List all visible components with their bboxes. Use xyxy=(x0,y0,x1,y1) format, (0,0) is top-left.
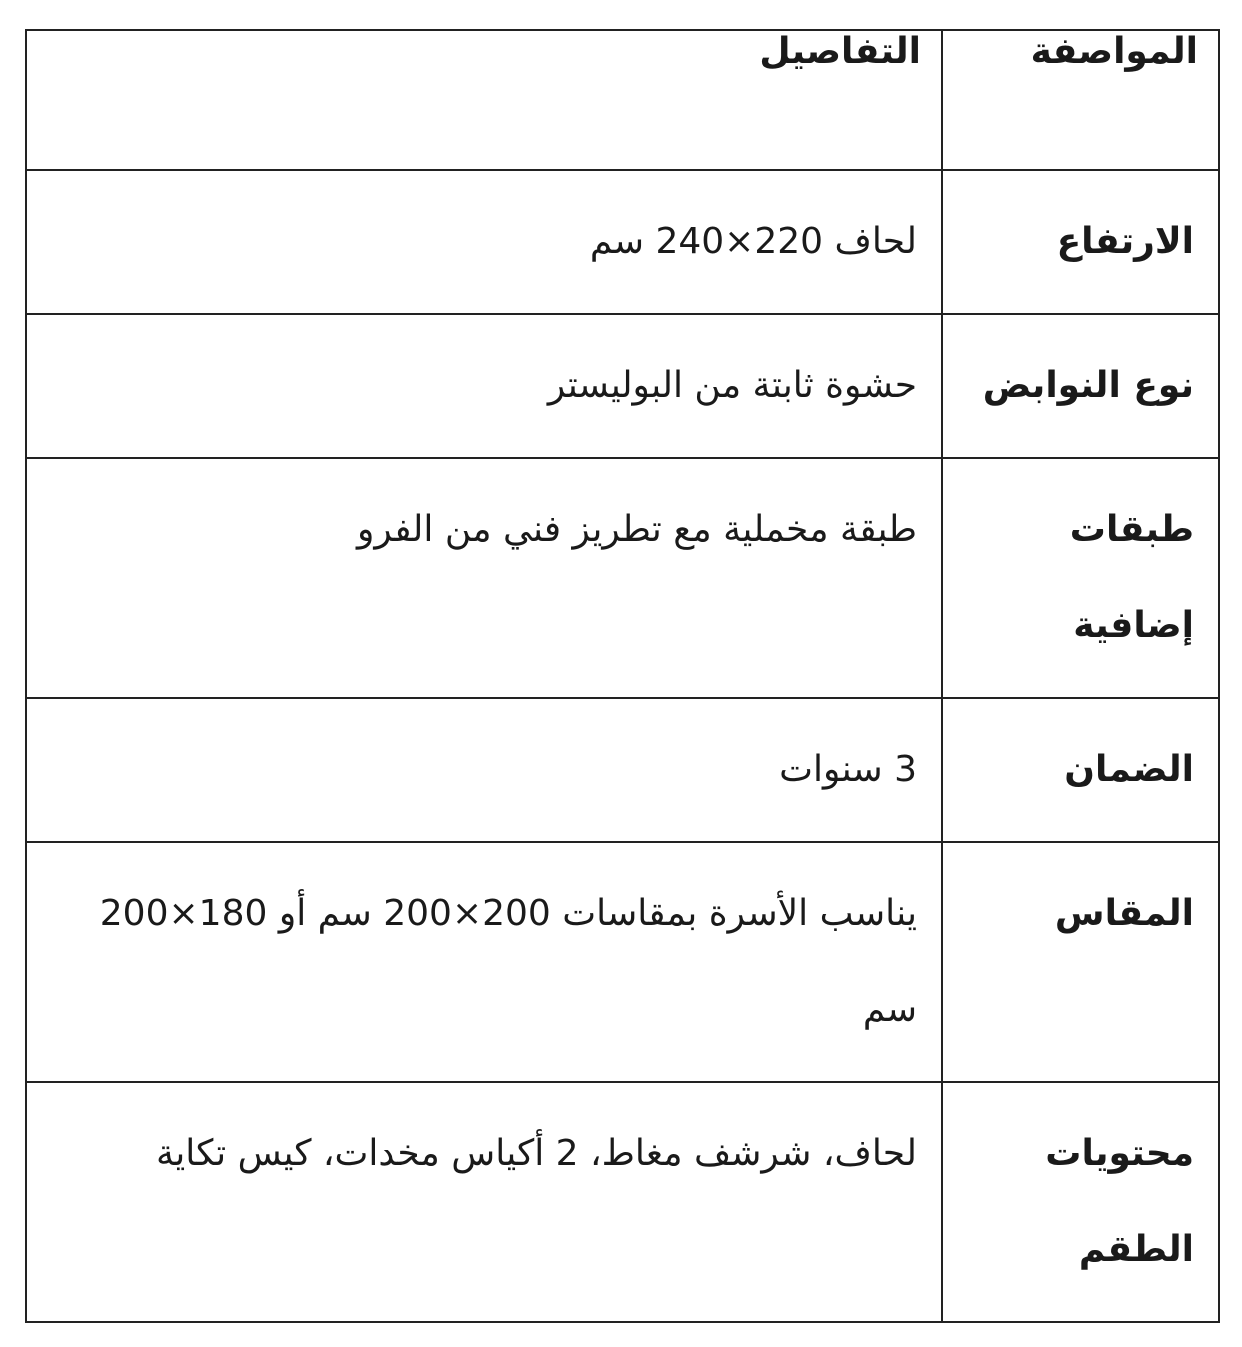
spec-label: طبقات إضافية xyxy=(942,458,1219,698)
table-row xyxy=(26,698,1219,842)
spec-value: طبقة مخملية مع تطريز فني من الفرو xyxy=(26,458,942,698)
spec-value: لحاف، شرشف مغاط، 2 أكياس مخدات، كيس تكاية xyxy=(26,1082,942,1322)
table-row xyxy=(26,458,1219,698)
table-row xyxy=(26,842,1219,1082)
spec-value: 3 سنوات xyxy=(26,698,942,842)
spec-value: يناسب الأسرة بمقاسات 200×200 سم أو 180×200 سم xyxy=(26,842,942,1082)
spec-value: لحاف 220×240 سم xyxy=(26,170,942,314)
spec-label: محتويات الطقم xyxy=(942,1082,1219,1322)
spec-label: المقاس xyxy=(942,842,1219,1082)
spec-label: الضمان xyxy=(942,698,1219,842)
table-row xyxy=(26,1082,1219,1322)
table-row xyxy=(26,314,1219,458)
spec-value: حشوة ثابتة من البوليستر xyxy=(26,314,942,458)
header-spec: المواصفة xyxy=(942,30,1219,170)
table-header-row xyxy=(26,30,1219,170)
header-details: التفاصيل xyxy=(26,30,942,170)
specifications-table xyxy=(25,29,1220,1323)
table-row xyxy=(26,170,1219,314)
spec-label: نوع النوابض xyxy=(942,314,1219,458)
spec-label: الارتفاع xyxy=(942,170,1219,314)
